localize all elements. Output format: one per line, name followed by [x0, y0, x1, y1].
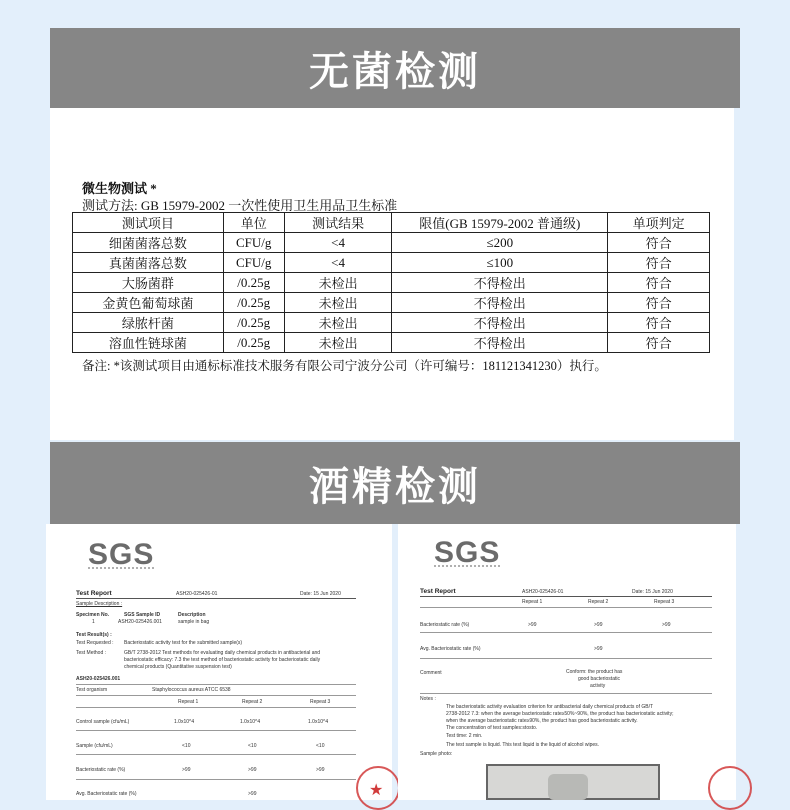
report-number: ASH20-025426-01: [176, 591, 218, 597]
cell-judgement: 符合: [608, 233, 710, 253]
table-row: [73, 333, 710, 353]
sample-photo-object: [548, 774, 588, 800]
notes-label: Notes :: [420, 696, 436, 702]
header-divider: [76, 598, 356, 599]
row-divider: [76, 730, 356, 731]
repeat-3-header: Repeat 3: [310, 699, 331, 705]
control-sample-value: 1.0x10^4: [174, 719, 195, 725]
sterile-test-banner: [50, 28, 740, 108]
test-requested: Bacteriostatic activity test for the submitted sample(s): [124, 640, 243, 646]
cell-judgement: 符合: [608, 273, 710, 293]
notes-line: The test sample is liquid. This test liquid is the liquid of alcohol wipes.: [446, 742, 600, 748]
cell-unit: CFU/g: [223, 253, 284, 273]
test-organism-label: Test organism: [76, 687, 108, 693]
repeat-1-header: Repeat 1: [178, 699, 199, 705]
repeat-divider: [76, 695, 356, 696]
report-date: Date: 15 Jun 2020: [300, 591, 341, 597]
sample-description-label: Sample Description :: [76, 601, 123, 607]
header-judgement: 单项判定: [608, 213, 710, 233]
cell-limit: ≤200: [392, 233, 608, 253]
avg-bacteriostatic-rate-label: Avg. Bacteriostatic rate (%): [420, 646, 481, 652]
cell-unit: /0.25g: [223, 333, 284, 353]
table-row: [73, 313, 710, 333]
sample-description: sample in bag: [178, 619, 210, 625]
microbial-test-title: 微生物测试 *: [82, 181, 157, 196]
comment-label: Comment: [420, 670, 442, 676]
bacteriostatic-rate-value: >99: [662, 622, 671, 628]
cell-test-item: 金黄色葡萄球菌: [73, 293, 224, 313]
cell-limit: ≤100: [392, 253, 608, 273]
comment-line: activity: [590, 683, 606, 689]
bacteriostatic-rate-value: >99: [182, 767, 191, 773]
cell-test-item: 真菌菌落总数: [73, 253, 224, 273]
organism-divider: [76, 684, 356, 685]
sub-sample-number: ASH20-025426.001: [76, 676, 121, 682]
cell-limit: 不得检出: [392, 313, 608, 333]
sample-photo: [486, 764, 660, 800]
table-row: [73, 273, 710, 293]
cell-result: <4: [284, 253, 392, 273]
row-divider: [420, 693, 712, 694]
sample-count-value: <10: [248, 743, 257, 749]
sample-count-value: <10: [182, 743, 191, 749]
repeat-2-header: Repeat 2: [242, 699, 263, 705]
test-method-label: Test Method :: [76, 650, 107, 656]
avg-bacteriostatic-rate-value: >99: [594, 646, 603, 652]
table-top-line: [76, 707, 356, 708]
report-title: Test Report: [420, 588, 456, 595]
cell-limit: 不得检出: [392, 273, 608, 293]
notes-line: 2738-2012 7.3: when the average bacteriostatic rate≥50%~90%, the product has bacteriostatic activity;: [446, 711, 674, 717]
repeat-3-header: Repeat 3: [654, 599, 675, 605]
avg-bacteriostatic-rate-label: Avg. Bacteriostatic rate (%): [76, 791, 137, 797]
header-limit: 限值(GB 15979-2002 普通级): [392, 213, 608, 233]
sample-count-value: <10: [316, 743, 325, 749]
row-divider: [420, 658, 712, 659]
cell-test-item: 细菌菌落总数: [73, 233, 224, 253]
table-header-row: [73, 213, 710, 233]
alcohol-test-banner: [50, 442, 740, 524]
specimen-no-label: Specimen No.: [76, 612, 110, 618]
cell-result: 未检出: [284, 313, 392, 333]
notes-line: The concentration of test samples:stosto.: [446, 725, 538, 731]
cell-result: <4: [284, 233, 392, 253]
notes-line: The bacteriostatic activity evaluation criterion for antibacterial daily chemical products of GB/T: [446, 704, 654, 710]
bacteriostatic-rate-label: Bacteriostatic rate (%): [420, 622, 470, 628]
sterile-test-title: 无菌检测: [309, 48, 481, 95]
sgs-sample-id: ASH20-025426.001: [118, 619, 162, 625]
cell-judgement: 符合: [608, 333, 710, 353]
bacteriostatic-rate-value: >99: [594, 622, 603, 628]
bacteriostatic-rate-label: Bacteriostatic rate (%): [76, 767, 126, 773]
cell-unit: /0.25g: [223, 313, 284, 333]
control-sample-value: 1.0x10^4: [308, 719, 329, 725]
cell-limit: 不得检出: [392, 333, 608, 353]
cell-result: 未检出: [284, 273, 392, 293]
description-label: Description: [178, 612, 206, 618]
row-divider: [76, 779, 356, 780]
report-date: Date: 15 Jun 2020: [632, 589, 673, 595]
sgs-logo: SGS: [88, 538, 155, 571]
cell-limit: 不得检出: [392, 293, 608, 313]
microbial-test-method: 测试方法: GB 15979-2002 一次性使用卫生用品卫生标准: [82, 198, 398, 213]
header-divider: [420, 596, 712, 597]
comment-line: Conform: the product has: [566, 669, 623, 675]
row-divider: [420, 632, 712, 633]
cell-test-item: 大肠菌群: [73, 273, 224, 293]
bacteriostatic-rate-value: >99: [528, 622, 537, 628]
cell-judgement: 符合: [608, 253, 710, 273]
row-divider: [76, 754, 356, 755]
control-sample-label: Control sample (cfu/mL): [76, 719, 130, 725]
sample-photo-label: Sample photo:: [420, 751, 453, 757]
report-number: ASH20-025426-01: [522, 589, 564, 595]
cell-unit: /0.25g: [223, 293, 284, 313]
test-method-line: GB/T 2738-2012 Test methods for evaluating daily chemical products in antibacterial and: [124, 650, 321, 656]
microbial-results-table: [72, 212, 710, 353]
test-results-label: Test Result(s) :: [76, 632, 112, 638]
repeat-1-header: Repeat 1: [522, 599, 543, 605]
table-row: [73, 253, 710, 273]
test-requested-label: Test Requested :: [76, 640, 114, 646]
sgs-sample-id-label: SGS Sample ID: [124, 612, 161, 618]
report-title: Test Report: [76, 590, 112, 597]
test-method-line: bacteriostatic efficacy: 7.3 the test method of bacteriostatic activity for bacteriostatic daily: [124, 657, 321, 663]
avg-bacteriostatic-rate-value: >99: [248, 791, 257, 797]
header-test-item: 测试项目: [73, 213, 224, 233]
microbial-note: 备注: *该测试项目由通标标准技术服务有限公司宁波分公司（许可编号：181121341230）执行。: [82, 359, 607, 373]
cell-result: 未检出: [284, 333, 392, 353]
cell-result: 未检出: [284, 293, 392, 313]
repeat-2-header: Repeat 2: [588, 599, 609, 605]
notes-line: Test time: 2 min.: [446, 733, 483, 739]
cell-unit: /0.25g: [223, 273, 284, 293]
cell-unit: CFU/g: [223, 233, 284, 253]
alcohol-test-title: 酒精检测: [309, 463, 481, 510]
bacteriostatic-rate-value: >99: [316, 767, 325, 773]
comment-line: good bacteriostatic: [578, 676, 620, 682]
test-method-line: chemical products (Quantitative suspension test): [124, 664, 232, 670]
notes-line: when the average bacteriostatic rate≥90%, the product has good bacteriostatic activity.: [446, 718, 638, 724]
table-row: [73, 293, 710, 313]
cell-judgement: 符合: [608, 313, 710, 333]
cell-test-item: 绿脓杆菌: [73, 313, 224, 333]
sample-count-label: Sample (cfu/mL): [76, 743, 113, 749]
cell-judgement: 符合: [608, 293, 710, 313]
official-stamp-icon: [708, 766, 752, 810]
bacteriostatic-rate-value: >99: [248, 767, 257, 773]
specimen-no: 1: [92, 619, 95, 625]
cell-test-item: 溶血性链球菌: [73, 333, 224, 353]
header-unit: 单位: [223, 213, 284, 233]
sgs-logo: SGS: [434, 536, 501, 569]
stamp-star-icon: ★: [369, 782, 384, 799]
table-row: [73, 233, 710, 253]
test-organism: Staphylococcus aureus ATCC 6538: [152, 687, 231, 693]
control-sample-value: 1.0x10^4: [240, 719, 261, 725]
table-top-line: [420, 607, 712, 608]
header-result: 测试结果: [284, 213, 392, 233]
